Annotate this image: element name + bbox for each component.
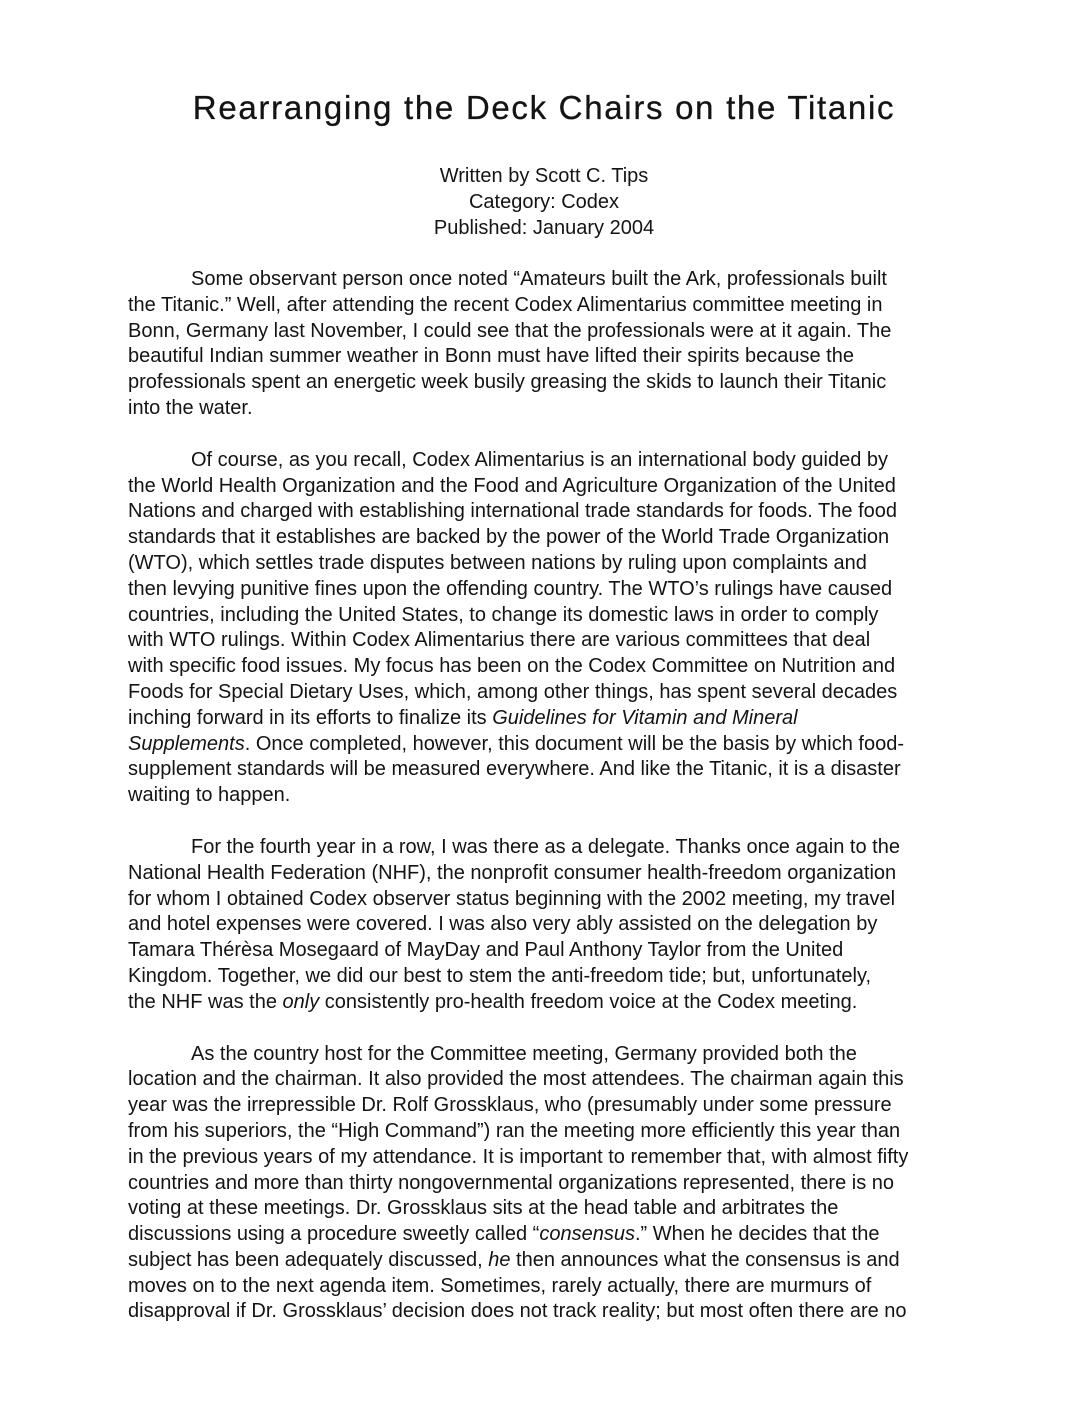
category-line: Category: Codex [468, 191, 620, 213]
text-line: Tamara Thérèsa Mosegaard of MayDay and Paul Anthony Taylor from the United [128, 939, 844, 962]
document-title: Rearranging the Deck Chairs on the Titanic [192, 89, 896, 126]
text-line: supplement standards will be measured everywhere. And like the Titanic, it is a disaster [128, 758, 901, 781]
article-body [128, 267, 968, 1351]
text-line: (WTO), which settles trade disputes between nations by ruling upon complaints and [128, 551, 867, 574]
text-line: Kingdom. Together, we did our best to stem the anti-freedom tide; but, unfortunately, [128, 964, 872, 987]
text-run: . Once completed, however, this document will be the basis by which food- [244, 732, 904, 755]
author-line: Written by Scott C. Tips [439, 165, 649, 187]
paragraph-1 [128, 267, 968, 422]
article-meta [0, 163, 1088, 241]
published-line: Published: January 2004 [433, 217, 655, 239]
text-line: standards that it establishes are backed by the power of the World Trade Organization [128, 526, 890, 549]
text-line: year was the irrepressible Dr. Rolf Grossklaus, who (presumably under some pressure [128, 1094, 892, 1117]
text-line: waiting to happen. [128, 784, 291, 807]
text-run: consistently pro-health freedom voice at the Codex meeting. [319, 990, 858, 1013]
text-line: in the previous years of my attendance. It is important to remember that, with almost fifty [128, 1145, 909, 1168]
text-run: the NHF was the [128, 990, 283, 1013]
text-run: then announces what the consensus is and [510, 1248, 900, 1271]
text-line: then levying punitive fines upon the offending country. The WTO’s rulings have caused [128, 577, 893, 600]
text-run: discussions using a procedure sweetly called “ [128, 1223, 540, 1246]
paragraph-3 [128, 835, 968, 1016]
text-line: disapproval if Dr. Grossklaus’ decision does not track reality; but most often there are no [128, 1300, 907, 1323]
text-line: and hotel expenses were covered. I was also very ably assisted on the delegation by [128, 913, 878, 936]
text-line [128, 1248, 968, 1274]
paragraph-2 [128, 448, 968, 809]
text-line: For the fourth year in a row, I was there as a delegate. Thanks once again to the [191, 835, 900, 858]
guidelines-title-italic: Guidelines for Vitamin and Mineral [492, 706, 798, 729]
text-run: inching forward in its efforts to finalize its [128, 706, 493, 729]
emphasis-consensus: consensus [539, 1223, 635, 1246]
text-line [128, 706, 968, 732]
text-line: As the country host for the Committee meeting, Germany provided both the [191, 1042, 857, 1065]
text-line: Foods for Special Dietary Uses, which, among other things, has spent several decades [128, 680, 898, 703]
text-line: Bonn, Germany last November, I could see that the professionals were at it again. The [128, 319, 892, 342]
guidelines-title-italic: Supplements [128, 732, 245, 755]
text-line: countries and more than thirty nongovernmental organizations represented, there is no [128, 1171, 895, 1194]
emphasis-only: only [282, 990, 320, 1013]
text-line: the World Health Organization and the Food and Agriculture Organization of the United [128, 474, 896, 497]
text-line: countries, including the United States, to change its domestic laws in order to comply [128, 603, 879, 626]
text-line: Some observant person once noted “Amateurs built the Ark, professionals built [191, 268, 887, 290]
text-line: National Health Federation (NHF), the nonprofit consumer health-freedom organization [128, 861, 897, 884]
text-line: voting at these meetings. Dr. Grossklaus sits at the head table and arbitrates the [128, 1197, 839, 1220]
text-line: professionals spent an energetic week busily greasing the skids to launch their Titanic [128, 371, 887, 394]
text-line: Of course, as you recall, Codex Alimentarius is an international body guided by [191, 448, 889, 471]
paragraph-4 [128, 1042, 968, 1326]
text-line: Nations and charged with establishing international trade standards for foods. The food [128, 500, 898, 523]
text-line: the Titanic.” Well, after attending the recent Codex Alimentarius committee meeting in [128, 293, 883, 316]
text-line [128, 732, 968, 758]
text-line [128, 990, 968, 1016]
text-line: with specific food issues. My focus has been on the Codex Committee on Nutrition and [128, 655, 896, 678]
text-line: with WTO rulings. Within Codex Alimentarius there are various committees that deal [128, 629, 871, 652]
text-line: location and the chairman. It also provided the most attendees. The chairman again this [128, 1068, 904, 1091]
text-line: into the water. [128, 396, 253, 419]
text-line: for whom I obtained Codex observer status beginning with the 2002 meeting, my travel [128, 887, 896, 910]
text-run: .” When he decides that the [634, 1223, 880, 1246]
text-line [128, 1222, 968, 1248]
text-line: beautiful Indian summer weather in Bonn must have lifted their spirits because the [128, 345, 854, 368]
text-line: from his superiors, the “High Command”) ran the meeting more efficiently this year than [128, 1119, 901, 1142]
text-line: moves on to the next agenda item. Sometimes, rarely actually, there are murmurs of [128, 1274, 872, 1297]
text-run: subject has been adequately discussed, [128, 1248, 489, 1271]
emphasis-he: he [488, 1248, 511, 1271]
